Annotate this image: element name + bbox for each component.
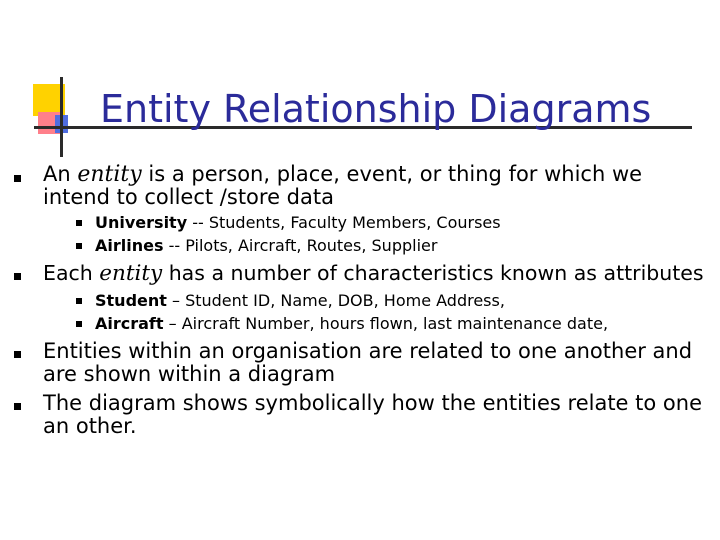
bullet-3-line-2: are shown within a diagram: [43, 362, 336, 386]
bullet-icon: [14, 175, 21, 182]
bullet-icon: [14, 273, 21, 280]
bullet-icon: [14, 403, 21, 410]
sub-bullet-icon: [76, 298, 82, 304]
bullet-2-line-1: Each entity has a number of characteristics known as attributes: [43, 261, 704, 286]
bullet-1-line-1: An entity is a person, place, event, or thing for which we: [43, 162, 643, 187]
sub-bullet-airlines: Airlines -- Pilots, Aircraft, Routes, Supplier: [95, 236, 438, 255]
sub-bullet-icon: [76, 243, 82, 249]
bullet-3-line-1: Entities within an organisation are related to one another and: [43, 339, 693, 363]
bullet-1-line-2: intend to collect /store data: [43, 185, 334, 209]
bullet-4-line-2: an other.: [43, 414, 137, 438]
bullet-icon: [14, 351, 21, 358]
decor-vertical-line: [60, 77, 63, 157]
sub-bullet-icon: [76, 321, 82, 327]
sub-bullet-student: Student – Student ID, Name, DOB, Home Address,: [95, 291, 505, 310]
bullet-4-line-1: The diagram shows symbolically how the entities relate to one: [43, 391, 702, 415]
sub-bullet-aircraft: Aircraft – Aircraft Number, hours flown, last maintenance date,: [95, 314, 609, 333]
sub-bullet-university: University -- Students, Faculty Members, Courses: [95, 213, 501, 232]
sub-bullet-icon: [76, 220, 82, 226]
slide-title: Entity Relationship Diagrams: [100, 87, 652, 131]
